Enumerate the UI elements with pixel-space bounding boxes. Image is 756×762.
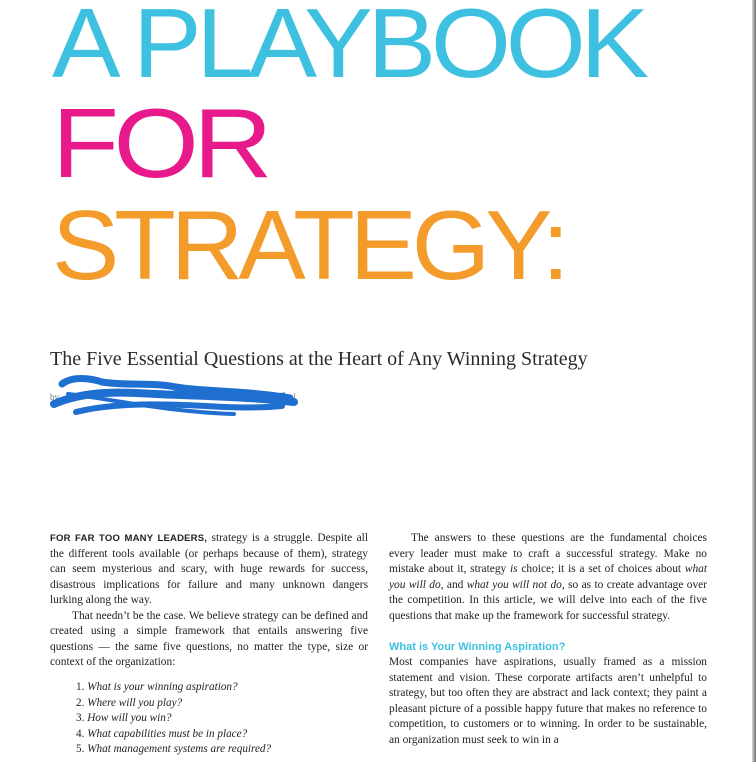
page-edge-shadow (752, 0, 756, 762)
byline-end: nel (285, 392, 296, 402)
question-list (76, 680, 271, 758)
subtitle: The Five Essential Questions at the Heart of Any Winning Strategy (50, 348, 588, 370)
aspiration-paragraph: Most companies have aspirations, usually framed as a mission statement and vision. These corporate artifacts aren’t unhelpful to strategy, but too often they are abstract and lack context; they paint a pleasant picture of a possible happy future that makes no reference to competition, to customers or to winning. In order to be sustainable, an organization must seek to win in a (389, 656, 707, 746)
title-line-2: FOR (52, 88, 267, 198)
right-column (389, 531, 707, 748)
framework-paragraph: That needn’t be the case. We believe strategy can be defined and created using a simple framework that entails answering five questions — the same five questions, no matter the type, size or context of the organization: (50, 609, 368, 668)
list-item: 1. What is your winning aspiration? (76, 681, 238, 693)
title-line-1: A PLAYBOOK (52, 0, 644, 98)
list-item: 4. What capabilities must be in place? (76, 727, 248, 740)
intro-text: strategy is a struggle. Despite all the different tools available (or perhaps because of them), strategy can seem mysterious and scary, with huge rewards for success, disastrous implications for failure and many unknown dangers lurking along the way. (50, 532, 368, 606)
list-item: 3. How will you win? (76, 712, 172, 724)
answers-paragraph: The answers to these questions are the fundamental choices every leader must make to craft a successful strategy. Make no mistake about it, strategy is choice; it is a set of choices about what you will do, and what you will not do, so as to create advantage over the competition. In this article, we will delve into each of the five questions that make up the framework for successful strategy. (389, 532, 708, 622)
left-column (50, 531, 368, 671)
redaction-scribble (46, 368, 306, 428)
title-line-3: STRATEGY: (52, 190, 565, 300)
byline-start: by (50, 392, 59, 402)
list-item: 5. What management systems are required? (76, 743, 272, 755)
section-heading: What is Your Winning Aspiration? (389, 641, 566, 653)
lead-in: FOR FAR TOO MANY LEADERS, (50, 533, 208, 544)
list-item: 2. Where will you play? (76, 696, 183, 709)
intro-paragraph (50, 531, 368, 609)
